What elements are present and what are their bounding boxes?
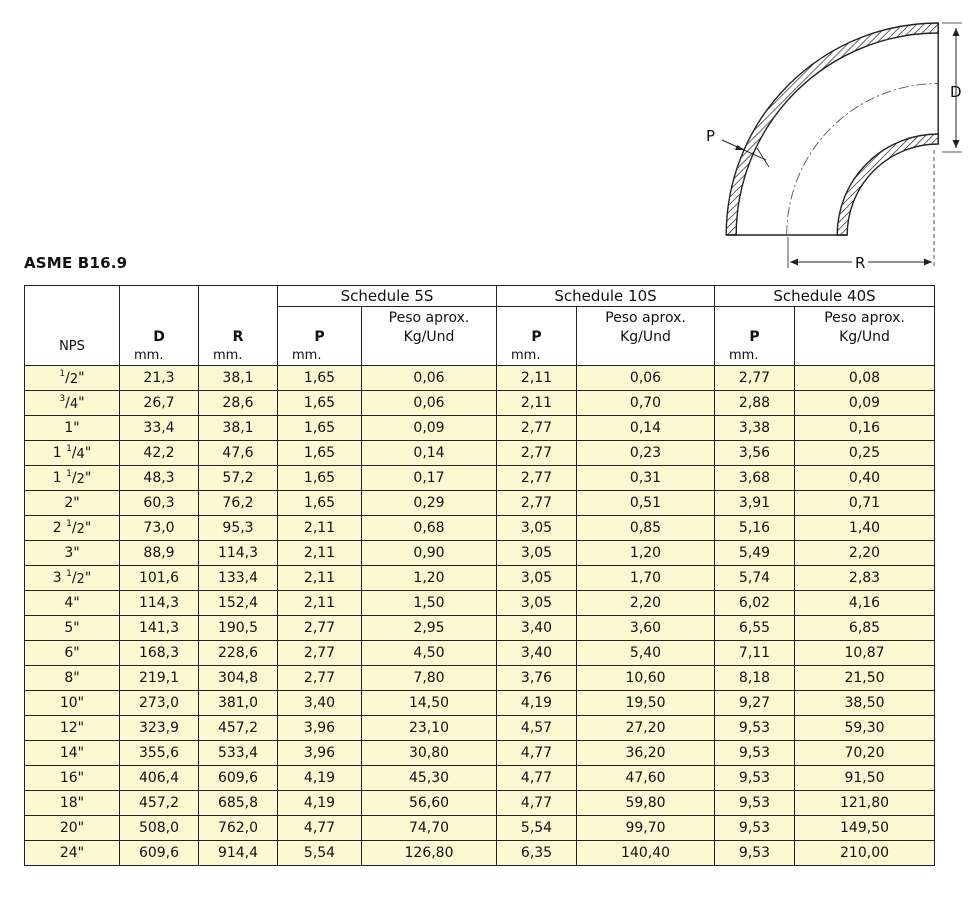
cell-nps: 2"	[25, 491, 120, 516]
cell-p40: 3,56	[715, 441, 795, 466]
cell-p10: 3,76	[497, 666, 577, 691]
cell-p40: 9,53	[715, 741, 795, 766]
cell-w40: 91,50	[795, 766, 935, 791]
header-r: R mm.	[199, 286, 278, 366]
cell-w5: 45,30	[362, 766, 497, 791]
cell-p40: 3,68	[715, 466, 795, 491]
label-r: R	[855, 254, 866, 272]
table-row	[25, 366, 935, 391]
cell-nps: $^1/_2$"	[25, 366, 120, 391]
cell-r: 152,4	[199, 591, 278, 616]
cell-w5: 30,80	[362, 741, 497, 766]
table-row	[25, 441, 935, 466]
cell-w40: 4,16	[795, 591, 935, 616]
cell-r: 133,4	[199, 566, 278, 591]
cell-w5: 14,50	[362, 691, 497, 716]
cell-d: 219,1	[120, 666, 199, 691]
cell-w10: 1,20	[577, 541, 715, 566]
cell-d: 21,3	[120, 366, 199, 391]
cell-r: 914,4	[199, 841, 278, 866]
cell-p10: 3,05	[497, 566, 577, 591]
cell-p5: 2,77	[278, 641, 362, 666]
cell-w10: 27,20	[577, 716, 715, 741]
cell-w5: 0,17	[362, 466, 497, 491]
cell-w40: 121,80	[795, 791, 935, 816]
header-p-10s: P mm.	[497, 307, 577, 366]
table-body	[25, 366, 935, 866]
cell-p40: 9,27	[715, 691, 795, 716]
cell-p40: 9,53	[715, 841, 795, 866]
cell-p40: 3,91	[715, 491, 795, 516]
cell-w5: 23,10	[362, 716, 497, 741]
cell-d: 73,0	[120, 516, 199, 541]
cell-p40: 2,77	[715, 366, 795, 391]
cell-w5: 4,50	[362, 641, 497, 666]
cell-nps: 12"	[25, 716, 120, 741]
cell-w10: 0,70	[577, 391, 715, 416]
cell-w10: 99,70	[577, 816, 715, 841]
cell-d: 168,3	[120, 641, 199, 666]
cell-p5: 1,65	[278, 416, 362, 441]
table-row	[25, 716, 935, 741]
cell-nps: 1 $^1/_4$"	[25, 441, 120, 466]
cell-p10: 2,77	[497, 491, 577, 516]
cell-w40: 1,40	[795, 516, 935, 541]
cell-p40: 5,49	[715, 541, 795, 566]
cell-r: 304,8	[199, 666, 278, 691]
cell-p40: 9,53	[715, 791, 795, 816]
cell-p10: 4,77	[497, 766, 577, 791]
cell-p40: 6,55	[715, 616, 795, 641]
cell-p10: 4,57	[497, 716, 577, 741]
cell-w10: 1,70	[577, 566, 715, 591]
cell-nps: 14"	[25, 741, 120, 766]
cell-w40: 6,85	[795, 616, 935, 641]
table-row	[25, 741, 935, 766]
cell-p5: 4,77	[278, 816, 362, 841]
cell-d: 60,3	[120, 491, 199, 516]
header-peso-5s: Peso aprox. Kg/Und	[362, 307, 497, 366]
table-row	[25, 566, 935, 591]
cell-d: 88,9	[120, 541, 199, 566]
cell-nps: 10"	[25, 691, 120, 716]
cell-w10: 0,85	[577, 516, 715, 541]
cell-nps: 18"	[25, 791, 120, 816]
cell-w10: 5,40	[577, 641, 715, 666]
cell-p5: 1,65	[278, 366, 362, 391]
cell-p10: 3,40	[497, 616, 577, 641]
cell-p5: 2,11	[278, 541, 362, 566]
cell-r: 190,5	[199, 616, 278, 641]
cell-p40: 2,88	[715, 391, 795, 416]
cell-w5: 0,90	[362, 541, 497, 566]
cell-w5: 126,80	[362, 841, 497, 866]
cell-w40: 10,87	[795, 641, 935, 666]
cell-r: 47,6	[199, 441, 278, 466]
cell-p5: 5,54	[278, 841, 362, 866]
cell-p10: 3,05	[497, 541, 577, 566]
table-row	[25, 816, 935, 841]
cell-w5: 2,95	[362, 616, 497, 641]
cell-nps: 3"	[25, 541, 120, 566]
cell-w40: 0,40	[795, 466, 935, 491]
cell-w10: 0,23	[577, 441, 715, 466]
cell-d: 26,7	[120, 391, 199, 416]
table-row	[25, 541, 935, 566]
cell-p40: 9,53	[715, 766, 795, 791]
cell-p5: 1,65	[278, 391, 362, 416]
cell-p5: 4,19	[278, 791, 362, 816]
cell-p5: 2,11	[278, 566, 362, 591]
cell-r: 95,3	[199, 516, 278, 541]
cell-r: 228,6	[199, 641, 278, 666]
cell-p5: 2,77	[278, 616, 362, 641]
header-p-5s: P mm.	[278, 307, 362, 366]
cell-p40: 3,38	[715, 416, 795, 441]
cell-w10: 19,50	[577, 691, 715, 716]
label-d: D	[950, 83, 962, 101]
header-schedule-10s: Schedule 10S	[497, 286, 715, 307]
cell-p5: 3,96	[278, 741, 362, 766]
cell-p10: 3,40	[497, 641, 577, 666]
cell-r: 38,1	[199, 416, 278, 441]
cell-nps: 20"	[25, 816, 120, 841]
cell-p40: 5,74	[715, 566, 795, 591]
cell-p40: 9,53	[715, 716, 795, 741]
cell-r: 762,0	[199, 816, 278, 841]
cell-d: 48,3	[120, 466, 199, 491]
cell-d: 114,3	[120, 591, 199, 616]
cell-w5: 0,06	[362, 366, 497, 391]
table-row	[25, 616, 935, 641]
header-peso-10s: Peso aprox. Kg/Und	[577, 307, 715, 366]
cell-p5: 2,11	[278, 516, 362, 541]
cell-w10: 0,31	[577, 466, 715, 491]
cell-d: 101,6	[120, 566, 199, 591]
cell-d: 33,4	[120, 416, 199, 441]
cell-p5: 2,11	[278, 591, 362, 616]
table-row	[25, 841, 935, 866]
cell-w40: 2,83	[795, 566, 935, 591]
cell-w10: 10,60	[577, 666, 715, 691]
cell-nps: 1"	[25, 416, 120, 441]
cell-r: 76,2	[199, 491, 278, 516]
header-schedule-5s: Schedule 5S	[278, 286, 497, 307]
cell-p5: 1,65	[278, 491, 362, 516]
label-p: P	[706, 127, 716, 145]
cell-w10: 59,80	[577, 791, 715, 816]
cell-r: 685,8	[199, 791, 278, 816]
cell-w40: 210,00	[795, 841, 935, 866]
cell-p5: 3,40	[278, 691, 362, 716]
elbow-inner-wall	[837, 134, 938, 235]
cell-r: 57,2	[199, 466, 278, 491]
cell-r: 381,0	[199, 691, 278, 716]
cell-w10: 0,06	[577, 366, 715, 391]
cell-w10: 47,60	[577, 766, 715, 791]
cell-nps: 4"	[25, 591, 120, 616]
table-row	[25, 466, 935, 491]
cell-w5: 0,68	[362, 516, 497, 541]
cell-p40: 9,53	[715, 816, 795, 841]
header-nps: NPS	[25, 286, 120, 366]
cell-p10: 2,77	[497, 441, 577, 466]
table-row	[25, 491, 935, 516]
cell-r: 114,3	[199, 541, 278, 566]
cell-d: 457,2	[120, 791, 199, 816]
table-row	[25, 666, 935, 691]
table-row	[25, 416, 935, 441]
elbow-centerline	[787, 84, 939, 236]
cell-nps: 2 $^1/_2$"	[25, 516, 120, 541]
cell-p10: 2,11	[497, 391, 577, 416]
cell-p5: 4,19	[278, 766, 362, 791]
cell-w5: 0,14	[362, 441, 497, 466]
cell-p10: 5,54	[497, 816, 577, 841]
cell-r: 533,4	[199, 741, 278, 766]
cell-w40: 21,50	[795, 666, 935, 691]
document-title: ASME B16.9	[24, 254, 128, 272]
cell-p5: 1,65	[278, 466, 362, 491]
cell-nps: 1 $^1/_2$"	[25, 466, 120, 491]
cell-p40: 8,18	[715, 666, 795, 691]
cell-d: 355,6	[120, 741, 199, 766]
cell-p40: 6,02	[715, 591, 795, 616]
table-row	[25, 766, 935, 791]
elbow-diagram	[690, 20, 976, 275]
cell-d: 323,9	[120, 716, 199, 741]
cell-w5: 1,20	[362, 566, 497, 591]
cell-w40: 0,71	[795, 491, 935, 516]
cell-p10: 2,77	[497, 416, 577, 441]
cell-nps: $^3/_4$"	[25, 391, 120, 416]
cell-p5: 3,96	[278, 716, 362, 741]
elbow-outer-wall	[726, 23, 938, 235]
cell-w5: 0,29	[362, 491, 497, 516]
cell-w5: 0,06	[362, 391, 497, 416]
cell-nps: 3 $^1/_2$"	[25, 566, 120, 591]
cell-w10: 2,20	[577, 591, 715, 616]
cell-nps: 24"	[25, 841, 120, 866]
cell-p5: 2,77	[278, 666, 362, 691]
cell-nps: 8"	[25, 666, 120, 691]
elbow-spec-table	[24, 285, 935, 866]
cell-d: 141,3	[120, 616, 199, 641]
table-row	[25, 391, 935, 416]
cell-p10: 4,19	[497, 691, 577, 716]
cell-w5: 56,60	[362, 791, 497, 816]
table-row	[25, 791, 935, 816]
cell-p10: 4,77	[497, 791, 577, 816]
cell-w40: 38,50	[795, 691, 935, 716]
cell-w40: 59,30	[795, 716, 935, 741]
cell-w40: 0,08	[795, 366, 935, 391]
cell-w40: 0,09	[795, 391, 935, 416]
cell-p10: 2,11	[497, 366, 577, 391]
cell-p10: 3,05	[497, 516, 577, 541]
cell-w10: 0,51	[577, 491, 715, 516]
cell-p40: 7,11	[715, 641, 795, 666]
cell-d: 406,4	[120, 766, 199, 791]
cell-d: 42,2	[120, 441, 199, 466]
cell-w10: 140,40	[577, 841, 715, 866]
cell-w5: 0,09	[362, 416, 497, 441]
cell-d: 508,0	[120, 816, 199, 841]
header-p-40s: P mm.	[715, 307, 795, 366]
cell-d: 609,6	[120, 841, 199, 866]
table-row	[25, 691, 935, 716]
cell-w5: 74,70	[362, 816, 497, 841]
header-schedule-40s: Schedule 40S	[715, 286, 935, 307]
cell-w10: 36,20	[577, 741, 715, 766]
cell-w5: 1,50	[362, 591, 497, 616]
cell-w40: 2,20	[795, 541, 935, 566]
cell-p10: 3,05	[497, 591, 577, 616]
cell-p5: 1,65	[278, 441, 362, 466]
cell-d: 273,0	[120, 691, 199, 716]
cell-nps: 5"	[25, 616, 120, 641]
header-peso-40s: Peso aprox. Kg/Und	[795, 307, 935, 366]
cell-p10: 6,35	[497, 841, 577, 866]
table-row	[25, 641, 935, 666]
table-row	[25, 591, 935, 616]
cell-r: 457,2	[199, 716, 278, 741]
cell-r: 28,6	[199, 391, 278, 416]
cell-p40: 5,16	[715, 516, 795, 541]
header-d: D mm.	[120, 286, 199, 366]
cell-nps: 16"	[25, 766, 120, 791]
cell-r: 609,6	[199, 766, 278, 791]
cell-w10: 3,60	[577, 616, 715, 641]
cell-w40: 149,50	[795, 816, 935, 841]
cell-p10: 4,77	[497, 741, 577, 766]
cell-r: 38,1	[199, 366, 278, 391]
cell-w10: 0,14	[577, 416, 715, 441]
cell-w40: 0,16	[795, 416, 935, 441]
cell-w40: 0,25	[795, 441, 935, 466]
table-row	[25, 516, 935, 541]
cell-p10: 2,77	[497, 466, 577, 491]
cell-nps: 6"	[25, 641, 120, 666]
cell-w40: 70,20	[795, 741, 935, 766]
cell-w5: 7,80	[362, 666, 497, 691]
